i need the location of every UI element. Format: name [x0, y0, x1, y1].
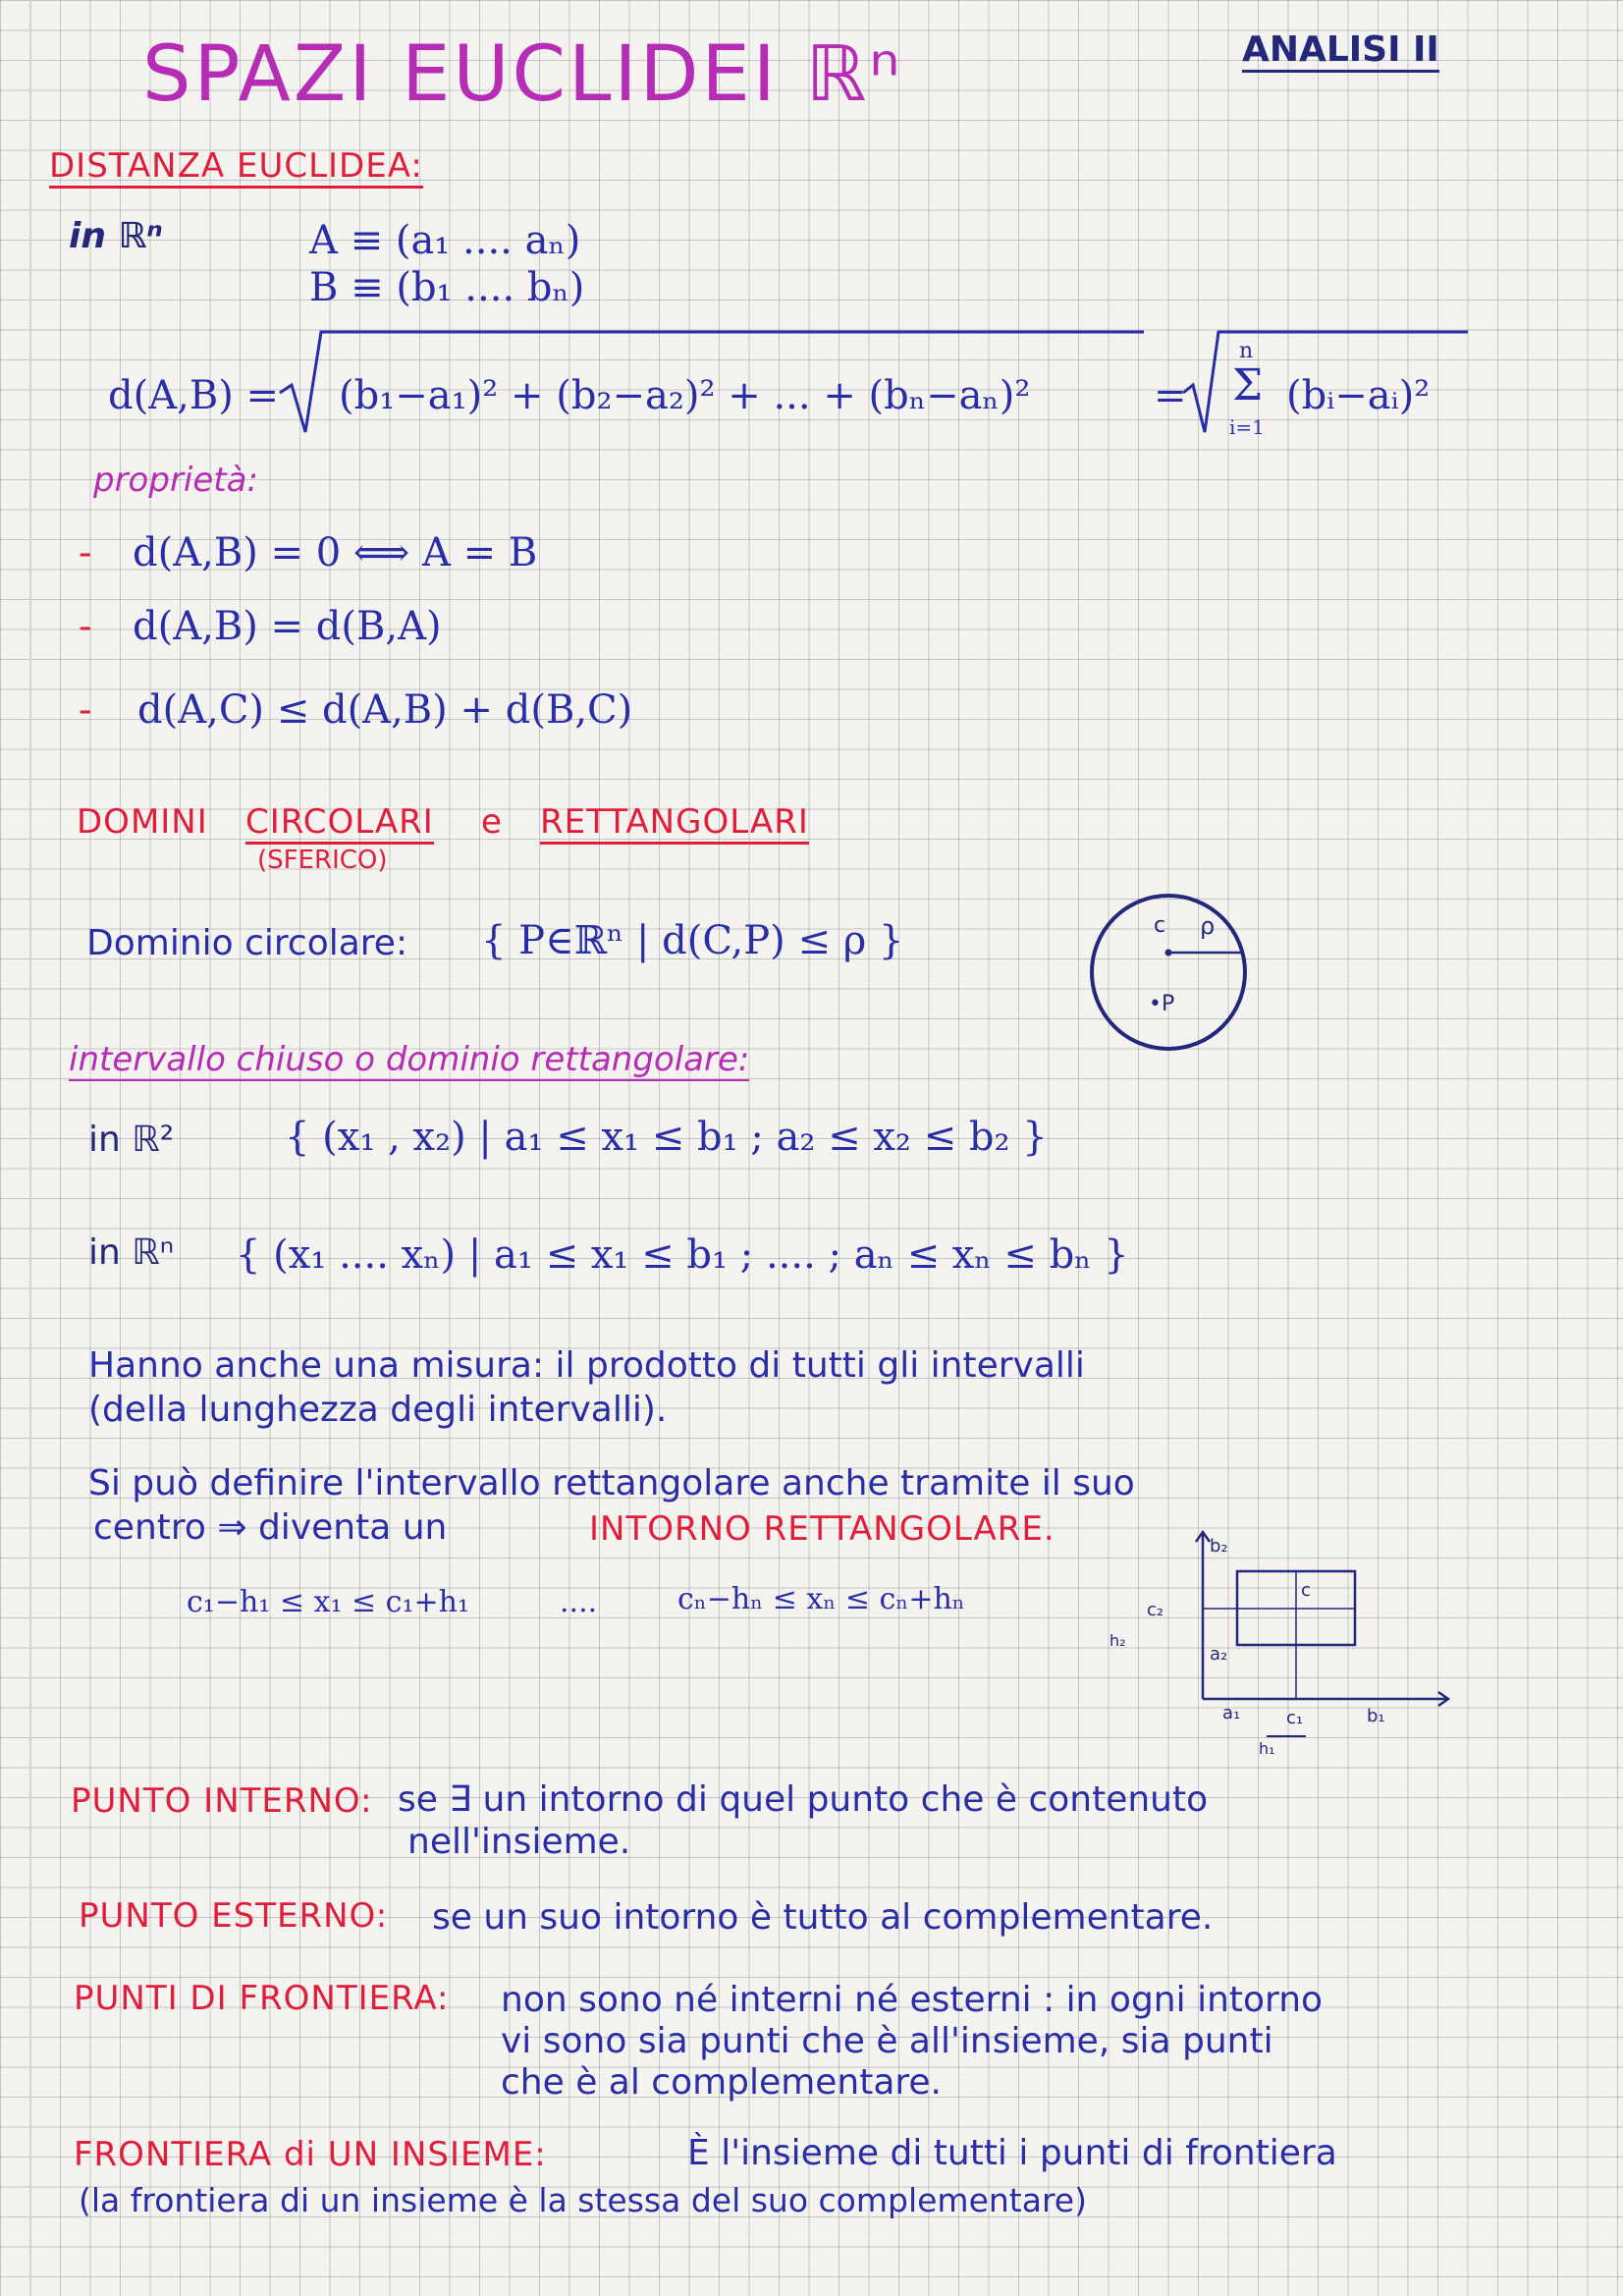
center-note-line-1: Si può definire l'intervallo rettangolare anche tramite il suo — [88, 1463, 1135, 1503]
sum-upper-index: n — [1239, 339, 1254, 363]
property-bullet: - — [79, 687, 92, 733]
definition-text-boundary-points: che è al complementare. — [501, 2062, 942, 2103]
neighborhood-dots: .... — [560, 1585, 598, 1619]
definition-text-interior-point: se ∃ un intorno di quel punto che è contenuto — [398, 1779, 1209, 1820]
circle-point-label: •P — [1149, 992, 1175, 1016]
sketch-label-a1: a₁ — [1222, 1703, 1241, 1723]
circle-radius-label: ρ — [1200, 912, 1216, 940]
sketch-label-c1: c₁ — [1286, 1708, 1304, 1728]
circle-center-label: c — [1154, 913, 1166, 938]
space-label: in ℝⁿ — [69, 216, 163, 256]
rectangular-neighborhood-term: INTORNO RETTANGOLARE. — [589, 1509, 1055, 1549]
rn-rectangle-set: { (x₁ .... xₙ) | a₁ ≤ x₁ ≤ b₁ ; .... ; aₙ ≤ xₙ ≤ bₙ } — [236, 1232, 1129, 1278]
measure-note-line-1: Hanno anche una misura: il prodotto di tutti gli intervalli — [88, 1345, 1085, 1386]
rectangular-domain-note: intervallo chiuso o dominio rettangolare: — [69, 1041, 749, 1081]
definition-text-set-boundary: (la frontiera di un insieme è la stessa del suo complementare) — [79, 2181, 1087, 2219]
sketch-label-a2: a₂ — [1210, 1644, 1228, 1665]
distance-formula-equals: = — [1154, 373, 1187, 418]
section-heading-distance: DISTANZA EUCLIDEA: — [49, 147, 423, 189]
property-bullet: - — [79, 530, 92, 575]
sum-lower-index: i=1 — [1229, 415, 1265, 439]
section-subheading-spherical: (SFERICO) — [257, 846, 388, 875]
center-note-line-2: centro ⇒ diventa un — [93, 1507, 448, 1548]
section-heading-domains-d: RETTANGOLARI — [540, 803, 809, 845]
definition-term-interior-point: PUNTO INTERNO: — [71, 1781, 373, 1821]
r2-rectangle-set: { (x₁ , x₂) | a₁ ≤ x₁ ≤ b₁ ; a₂ ≤ x₂ ≤ b₂ } — [285, 1115, 1048, 1160]
page-title: SPAZI EUCLIDEI ℝⁿ — [142, 30, 903, 119]
definition-text-interior-point: nell'insieme. — [407, 1822, 631, 1862]
sketch-label-h2: h₂ — [1109, 1631, 1126, 1650]
property-identity: d(A,B) = 0 ⟺ A = B — [133, 530, 538, 575]
properties-label: proprietà: — [93, 461, 258, 500]
distance-formula-lhs: d(A,B) = — [108, 373, 280, 418]
neighborhood-inequality-last: cₙ−hₙ ≤ xₙ ≤ cₙ+hₙ — [677, 1582, 965, 1616]
definition-text-exterior-point: se un suo intorno è tutto al complementare. — [432, 1897, 1214, 1938]
circle-diagram — [1085, 889, 1252, 1056]
definition-text-boundary-points: vi sono sia punti che è all'insieme, sia punti — [501, 2021, 1273, 2061]
subject-label: ANALISI II — [1242, 29, 1439, 73]
definition-term-set-boundary: FRONTIERA di UN INSIEME: — [74, 2135, 547, 2174]
definition-term-exterior-point: PUNTO ESTERNO: — [79, 1896, 389, 1936]
sum-symbol: Σ — [1232, 360, 1264, 410]
circular-domain-label: Dominio circolare: — [86, 923, 408, 963]
section-heading-domains-a: DOMINI — [77, 802, 208, 842]
property-symmetry: d(A,B) = d(B,A) — [133, 604, 442, 649]
rn-label: in ℝⁿ — [88, 1232, 175, 1273]
point-a-definition: A ≡ (a₁ .... aₙ) — [309, 218, 581, 263]
sketch-label-c2: c₂ — [1147, 1600, 1164, 1620]
margin-line — [29, 0, 31, 2296]
definition-text-boundary-points: non sono né interni né esterni : in ogni intorno — [501, 1980, 1324, 2020]
circular-domain-set: { P∈ℝⁿ | d(C,P) ≤ ρ } — [481, 918, 904, 963]
distance-formula-radicand: (b₁−a₁)² + (b₂−a₂)² + ... + (bₙ−aₙ)² — [339, 373, 1031, 418]
measure-note-line-2: (della lunghezza degli intervalli). — [88, 1390, 668, 1430]
sketch-label-b1: b₁ — [1367, 1706, 1385, 1726]
property-bullet: - — [79, 604, 92, 649]
definition-term-boundary-points: PUNTI DI FRONTIERA: — [74, 1979, 450, 2018]
point-b-definition: B ≡ (b₁ .... bₙ) — [309, 265, 585, 310]
section-heading-domains-c: e — [481, 802, 503, 842]
sketch-label-h1: h₁ — [1259, 1739, 1275, 1758]
sketch-label-c: c — [1301, 1580, 1311, 1601]
property-triangle-inequality: d(A,C) ≤ d(A,B) + d(B,C) — [137, 687, 633, 733]
sum-term: (bᵢ−aᵢ)² — [1286, 373, 1431, 418]
sketch-label-b2: b₂ — [1210, 1536, 1228, 1557]
neighborhood-inequality-first: c₁−h₁ ≤ x₁ ≤ c₁+h₁ — [187, 1585, 469, 1619]
r2-label: in ℝ² — [88, 1120, 175, 1160]
section-heading-domains-b: CIRCOLARI — [245, 803, 434, 845]
definition-text-set-boundary: È l'insieme di tutti i punti di frontiera — [687, 2133, 1337, 2173]
